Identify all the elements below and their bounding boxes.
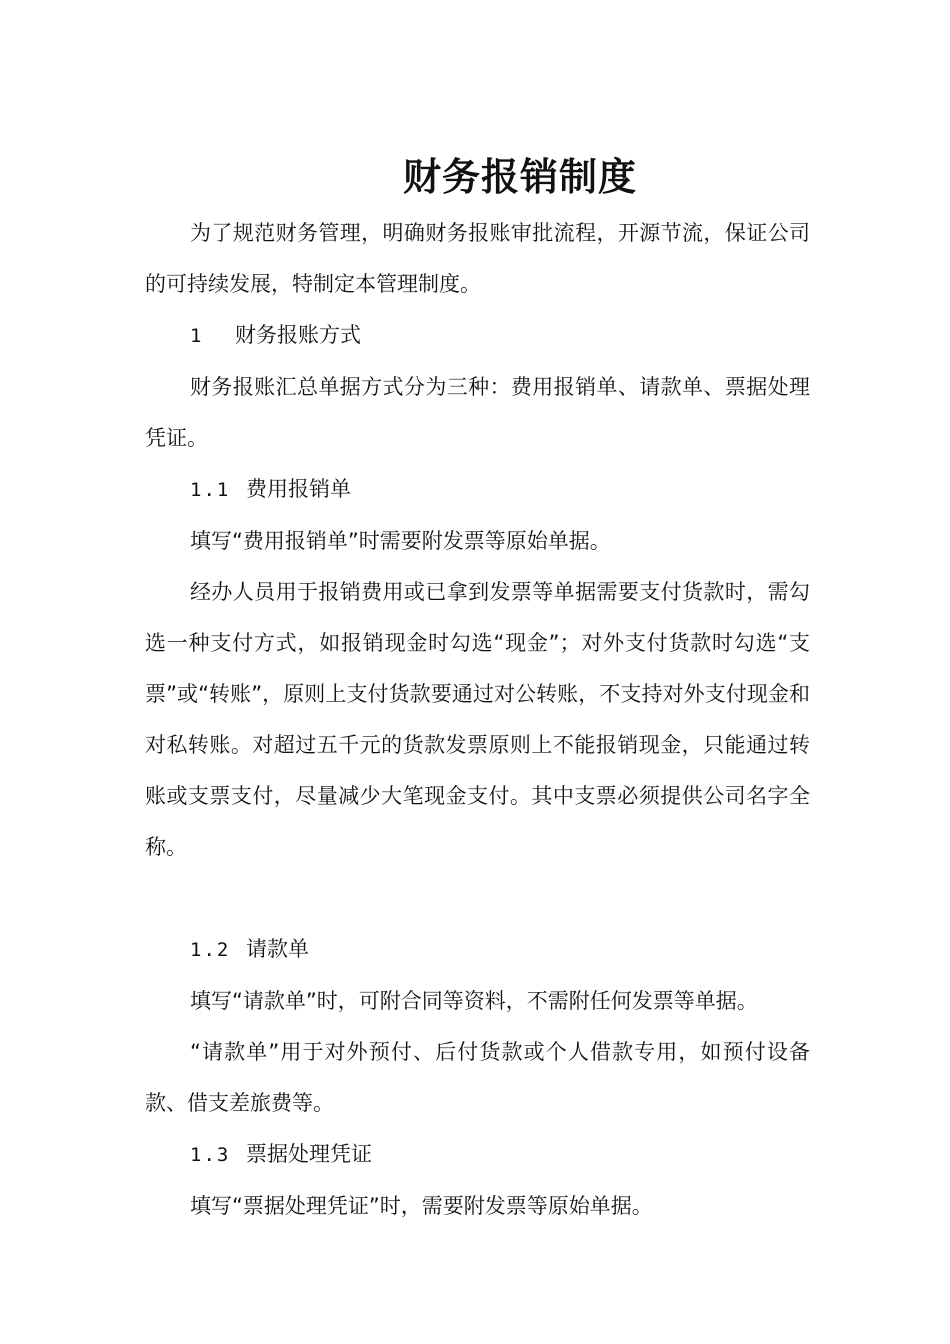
section-1-1-heading: [145, 464, 810, 516]
section-title: 财务报账方式: [235, 323, 361, 347]
document-body: [145, 208, 810, 1232]
section-1-3-paragraph-1: 填写“票据处理凭证”时，需要附发票等原始单据。: [190, 1194, 653, 1218]
section-number: 1: [190, 325, 202, 347]
section-1-2-heading: [145, 924, 810, 976]
section-1-3-heading: [145, 1129, 810, 1181]
section-1-1-paragraph-2: 经办人员用于报销费用或已拿到发票等单据需要支付货款时，需勾选一种支付方式，如报销现金时勾选“现金”；对外支付货款时勾选“支票”或“转账”，原则上支付货款要通过对公转账，不支持对外支付现金和对私转账。对超过五千元的货款发票原则上不能报销现金，只能通过转账或支票支付，尽量减少大笔现金支付。其中支票必须提供公司名字全称。: [145, 580, 810, 859]
section-1-2-paragraph-2: “请款单”用于对外预付、后付货款或个人借款专用，如预付设备款、借支差旅费等。: [145, 1040, 810, 1115]
section-number: 1.3: [190, 1144, 231, 1166]
section-1-2-paragraph-1: 填写“请款单”时，可附合同等资料，不需附任何发票等单据。: [190, 989, 758, 1013]
section-1-heading: [145, 310, 810, 362]
section-title: 票据处理凭证: [246, 1142, 372, 1166]
section-1-paragraph: 财务报账汇总单据方式分为三种：费用报销单、请款单、票据处理凭证。: [145, 375, 810, 450]
section-number: 1.1: [190, 479, 231, 501]
blank-line: [145, 873, 810, 924]
intro-paragraph: 为了规范财务管理，明确财务报账审批流程，开源节流，保证公司的可持续发展，特制定本管理制度。: [145, 221, 810, 296]
section-number: 1.2: [190, 939, 231, 961]
section-1-1-paragraph-1: 填写“费用报销单”时需要附发票等原始单据。: [190, 529, 611, 553]
page-title: 财务报销制度: [402, 155, 637, 200]
section-title: 请款单: [246, 937, 309, 961]
section-title: 费用报销单: [246, 477, 351, 501]
